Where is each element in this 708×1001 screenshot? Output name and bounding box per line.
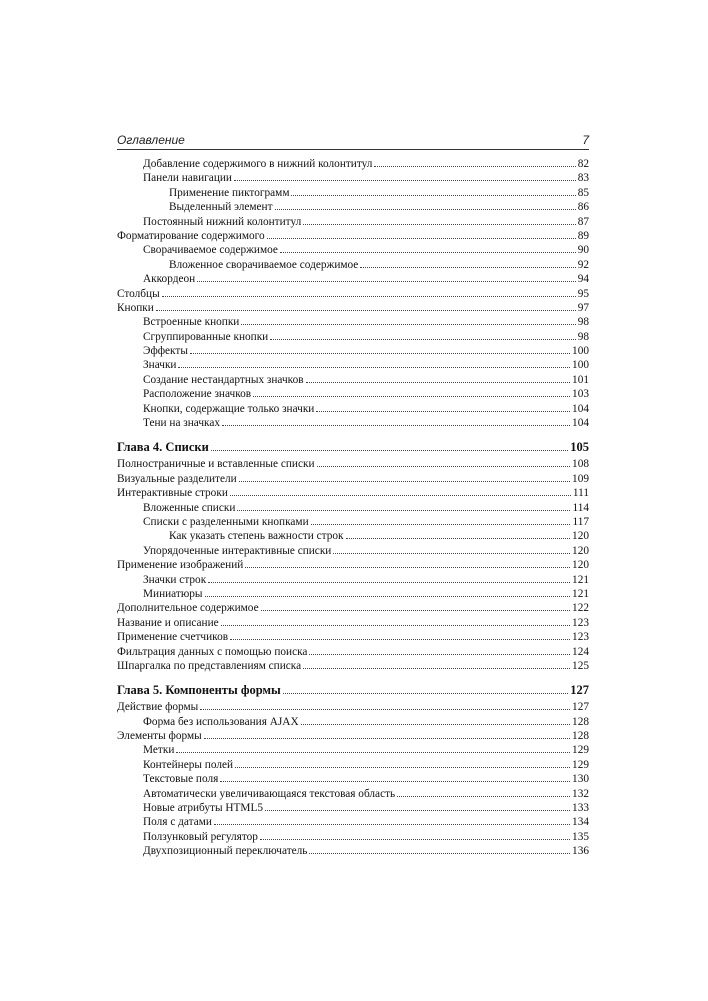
toc-entry <box>117 544 589 558</box>
toc-dot-leader <box>306 381 570 383</box>
toc-dot-leader <box>204 737 570 739</box>
toc-entry <box>117 844 589 858</box>
toc-entry <box>117 171 589 185</box>
toc-entry <box>117 529 589 543</box>
toc-dot-leader <box>317 465 571 467</box>
toc-entry-page: 101 <box>572 373 589 386</box>
toc-dot-leader <box>239 480 570 482</box>
toc-entry <box>117 301 589 315</box>
toc-entry-title: Постоянный нижний колонтитул <box>143 215 302 228</box>
toc-entry <box>117 457 589 471</box>
toc-entry-page: 98 <box>577 330 589 343</box>
toc-dot-leader <box>309 653 570 655</box>
running-header <box>117 133 589 147</box>
toc-entry-page: 135 <box>572 830 589 843</box>
toc-entry <box>117 558 589 572</box>
toc-entry <box>117 601 589 615</box>
toc-entry <box>117 830 589 844</box>
toc-entry <box>117 515 589 529</box>
toc-dot-leader <box>303 667 570 669</box>
toc-entry-title: Двухпозиционный переключатель <box>143 845 308 858</box>
toc-entry <box>117 501 589 515</box>
toc-entry-title: Вложенные списки <box>143 501 236 514</box>
toc-entry-page: 136 <box>572 845 589 858</box>
toc-entry-title: Действие формы <box>117 701 199 714</box>
toc-dot-leader <box>208 581 570 583</box>
toc-entry-page: 117 <box>572 515 589 528</box>
toc-dot-leader <box>230 494 571 496</box>
toc-entry <box>117 743 589 757</box>
toc-dot-leader <box>197 280 576 282</box>
toc-entry <box>117 700 589 714</box>
toc-entry-title: Эффекты <box>143 345 188 358</box>
toc-entry-page: 97 <box>577 301 589 314</box>
toc-entry-title: Элементы формы <box>117 730 202 743</box>
toc-dot-leader <box>178 366 570 368</box>
toc-entry <box>117 358 589 372</box>
toc-entry <box>117 287 589 301</box>
toc-entry <box>117 758 589 772</box>
toc-entry <box>117 402 589 416</box>
toc-entry-page: 85 <box>577 186 589 199</box>
toc-entry-page: 127 <box>572 701 589 714</box>
toc-entry <box>117 272 589 286</box>
toc-dot-leader <box>235 766 570 768</box>
toc-entry-title: Текстовые поля <box>143 773 219 786</box>
toc-entry <box>117 344 589 358</box>
toc-entry-title: Новые атрибуты HTML5 <box>143 802 264 815</box>
toc-entry <box>117 587 589 601</box>
toc-entry <box>117 243 589 257</box>
toc-entry-page: 104 <box>572 417 589 430</box>
toc-entry <box>117 616 589 630</box>
toc-dot-leader <box>275 208 576 210</box>
toc-entry-page: 89 <box>577 229 589 242</box>
toc-entry <box>117 729 589 743</box>
toc-entry-title: Автоматически увеличивающаяся текстовая область <box>143 787 396 800</box>
toc-entry <box>117 215 589 229</box>
toc-entry-title: Фильтрация данных с помощью поиска <box>117 645 308 658</box>
toc-entry-title: Расположение значков <box>143 388 252 401</box>
toc-entry <box>117 715 589 729</box>
toc-entry-page: 134 <box>572 816 589 829</box>
toc-dot-leader <box>360 266 575 268</box>
toc-entry-page: 120 <box>572 544 589 557</box>
toc-dot-leader <box>283 692 568 694</box>
toc-chapter-entry <box>117 682 589 698</box>
toc-entry-page: 133 <box>572 802 589 815</box>
toc-entry-page: 129 <box>572 758 589 771</box>
toc-entry-title: Дополнительное содержимое <box>117 602 259 615</box>
toc-dot-leader <box>234 179 576 181</box>
toc-entry <box>117 772 589 786</box>
toc-entry <box>117 186 589 200</box>
toc-entry-page: 90 <box>577 244 589 257</box>
toc-dot-leader <box>245 566 570 568</box>
toc-entry-title: Ползунковый регулятор <box>143 830 258 843</box>
toc-entry-title: Создание нестандартных значков <box>143 373 304 386</box>
toc-dot-leader <box>253 395 570 397</box>
toc-entry <box>117 801 589 815</box>
toc-dot-leader <box>265 809 570 811</box>
toc-entry-title: Столбцы <box>117 287 160 300</box>
toc-entry-title: Применение пиктограмм <box>169 186 290 199</box>
toc-entry-title: Применение счетчиков <box>117 631 229 644</box>
toc-entry-title: Шпаргалка по представлениям списка <box>117 659 302 672</box>
toc-entry-title: Выделенный элемент <box>169 201 273 214</box>
toc-entry-page: 100 <box>572 345 589 358</box>
toc-entry-title: Форматирование содержимого <box>117 229 265 242</box>
toc-entry <box>117 815 589 829</box>
toc-entry <box>117 630 589 644</box>
toc-entry-page: 111 <box>572 487 589 500</box>
toc-entry-page: 104 <box>572 402 589 415</box>
toc-entry <box>117 258 589 272</box>
toc-entry-page: 120 <box>572 530 589 543</box>
toc-entry-page: 125 <box>572 659 589 672</box>
toc-entry-page: 105 <box>570 440 589 455</box>
toc-entry-page: 128 <box>572 730 589 743</box>
toc-dot-leader <box>237 509 570 511</box>
toc-entry-title: Тени на значках <box>143 417 221 430</box>
toc-entry-title: Списки с разделенными кнопками <box>143 515 309 528</box>
toc-dot-leader <box>200 708 570 710</box>
toc-entry <box>117 200 589 214</box>
toc-entry-title: Полностраничные и вставленные списки <box>117 458 315 471</box>
toc-entry-page: 121 <box>572 587 589 600</box>
toc-entry-title: Сворачиваемое содержимое <box>143 244 278 257</box>
toc-entry-title: Значки <box>143 359 177 372</box>
toc-dot-leader <box>261 609 570 611</box>
toc-entry-title: Интерактивные строки <box>117 487 228 500</box>
toc-entry-page: 130 <box>572 773 589 786</box>
toc-dot-leader <box>190 352 570 354</box>
toc-entry-title: Применение изображений <box>117 559 244 572</box>
toc-entry <box>117 486 589 500</box>
toc-entry-page: 129 <box>572 744 589 757</box>
toc-chapter-entry <box>117 439 589 455</box>
toc-entry <box>117 229 589 243</box>
toc-entry <box>117 157 589 171</box>
toc-dot-leader <box>270 338 575 340</box>
toc-dot-leader <box>211 449 568 451</box>
toc-entry-title: Добавление содержимого в нижний колонтитул <box>143 158 373 170</box>
toc-entry <box>117 315 589 329</box>
toc-entry-page: 109 <box>572 472 589 485</box>
toc-entry-title: Сгруппированные кнопки <box>143 330 269 343</box>
toc-dot-leader <box>291 194 575 196</box>
toc-entry-title: Глава 5. Компоненты формы <box>117 683 281 698</box>
toc-entry-page: 83 <box>577 172 589 185</box>
toc-entry-page: 82 <box>577 158 589 170</box>
toc-dot-leader <box>397 795 570 797</box>
toc-entry <box>117 472 589 486</box>
toc-entry-page: 128 <box>572 715 589 728</box>
toc-entry-title: Визуальные разделители <box>117 472 237 485</box>
toc-entry-page: 114 <box>572 501 589 514</box>
toc-entry-title: Поля с датами <box>143 816 212 829</box>
header-page-number: 7 <box>582 133 589 147</box>
toc-entry-page: 103 <box>572 388 589 401</box>
toc-dot-leader <box>280 251 576 253</box>
toc-dot-leader <box>176 751 570 753</box>
toc-dot-leader <box>156 309 576 311</box>
toc-entry-title: Метки <box>143 744 175 757</box>
toc-dot-leader <box>374 165 575 167</box>
toc-entry-page: 121 <box>572 573 589 586</box>
toc-entry-page: 100 <box>572 359 589 372</box>
toc-entry-title: Панели навигации <box>143 172 232 185</box>
toc-dot-leader <box>309 852 570 854</box>
toc-dot-leader <box>230 638 570 640</box>
toc-entry-title: Вложенное сворачиваемое содержимое <box>169 258 359 271</box>
toc-entry-page: 124 <box>572 645 589 658</box>
toc-entry-page: 123 <box>572 616 589 629</box>
toc-entry-page: 87 <box>577 215 589 228</box>
toc-entry-page: 123 <box>572 631 589 644</box>
toc-dot-leader <box>241 323 575 325</box>
toc-entry-page: 108 <box>572 458 589 471</box>
toc-entry-page: 94 <box>577 273 589 286</box>
table-of-contents <box>117 157 589 859</box>
toc-entry-title: Упорядоченные интерактивные списки <box>143 544 332 557</box>
toc-entry-title: Кнопки <box>117 301 154 314</box>
toc-entry-page: 86 <box>577 201 589 214</box>
toc-dot-leader <box>311 523 571 525</box>
toc-entry-page: 122 <box>572 602 589 615</box>
toc-entry <box>117 573 589 587</box>
toc-dot-leader <box>222 424 570 426</box>
toc-entry-page: 95 <box>577 287 589 300</box>
toc-dot-leader <box>301 723 570 725</box>
toc-entry-title: Значки строк <box>143 573 207 586</box>
toc-entry-page: 92 <box>577 258 589 271</box>
toc-dot-leader <box>333 552 570 554</box>
toc-dot-leader <box>214 823 570 825</box>
toc-entry-title: Форма без использования AJAX <box>143 715 299 728</box>
toc-dot-leader <box>316 410 570 412</box>
toc-entry-title: Аккордеон <box>143 273 196 286</box>
toc-entry <box>117 373 589 387</box>
toc-dot-leader <box>346 537 571 539</box>
toc-entry <box>117 416 589 430</box>
toc-entry <box>117 645 589 659</box>
toc-entry-title: Как указать степень важности строк <box>169 530 344 543</box>
toc-entry-title: Название и описание <box>117 616 219 629</box>
toc-entry-page: 120 <box>572 559 589 572</box>
toc-dot-leader <box>220 780 570 782</box>
toc-entry-title: Кнопки, содержащие только значки <box>143 402 315 415</box>
toc-dot-leader <box>205 595 571 597</box>
toc-entry-page: 98 <box>577 316 589 329</box>
toc-dot-leader <box>303 223 575 225</box>
toc-entry-title: Миниатюры <box>143 587 203 600</box>
header-divider <box>117 149 589 150</box>
toc-entry <box>117 659 589 673</box>
toc-entry-title: Глава 4. Списки <box>117 440 209 455</box>
toc-dot-leader <box>260 838 570 840</box>
header-title: Оглавление <box>117 133 185 147</box>
toc-entry <box>117 387 589 401</box>
toc-entry-title: Встроенные кнопки <box>143 316 240 329</box>
toc-entry <box>117 330 589 344</box>
toc-dot-leader <box>162 295 576 297</box>
toc-entry <box>117 787 589 801</box>
toc-entry-page: 132 <box>572 787 589 800</box>
toc-dot-leader <box>267 237 576 239</box>
toc-entry-page: 127 <box>570 683 589 698</box>
toc-entry-title: Контейнеры полей <box>143 758 234 771</box>
toc-dot-leader <box>221 624 570 626</box>
